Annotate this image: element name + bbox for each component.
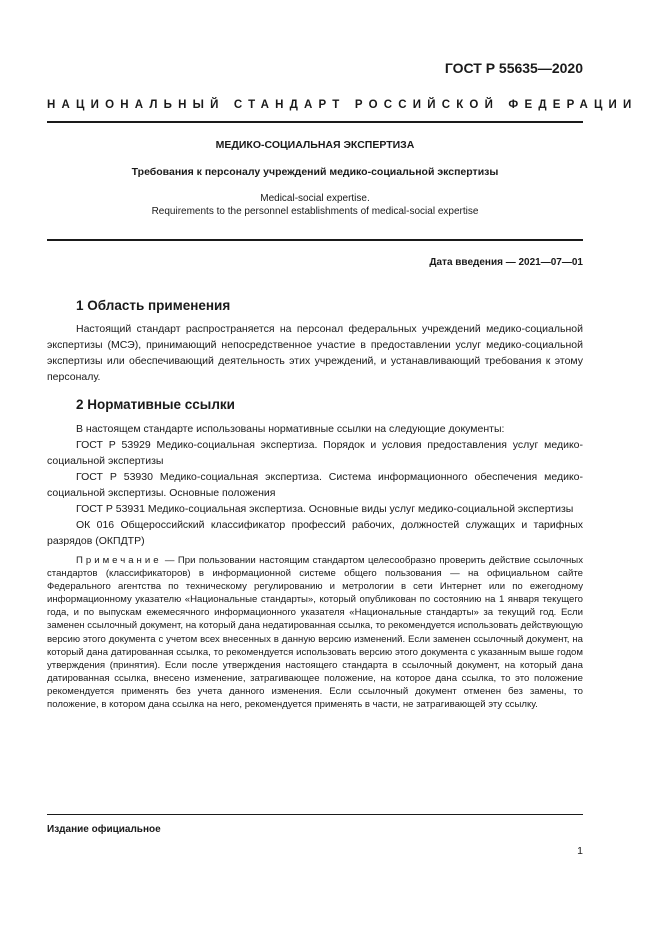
english-title	[47, 192, 583, 218]
introduction-date: Дата введения — 2021—07—01	[429, 257, 583, 268]
section-2-heading: 2 Нормативные ссылки	[76, 397, 235, 412]
section-1-paragraph: Настоящий стандарт распространяется на персонал федеральных учреждений медико-социальной экспертизы (МСЭ), принимающий непосредственное участие в предоставлении услуг медико-социальной экспертизы или обеспечивающий деятельность этих учреждений, и устанавливающий требования к этому персоналу.	[47, 323, 583, 383]
national-standard-banner: НАЦИОНАЛЬНЫЙ СТАНДАРТ РОССИЙСКОЙ ФЕДЕРАЦИИ	[47, 99, 638, 111]
note-label: Примечание	[76, 555, 162, 566]
reference-item: ОК 016 Общероссийский классификатор профессий рабочих, должностей служащих и тарифных разрядов (ОКПДТР)	[47, 519, 583, 547]
note-text: — При пользовании настоящим стандартом целесообразно проверить действие ссылочных стандартов (классификаторов) в информационной системе общего пользования — на официальном сайте Федерального агентства по техническому регулированию и метрологии в сети Интернет или по ежегодному информационному указателю «Национальные стандарты», который опубликован по состоянию на 1 января текущего года, и по выпускам ежемесячного информационного указателя «Национальные стандарты» за текущий год. Если заменен ссылочный документ, на который дана недатированная ссылка, то рекомендуется использовать действующую версию этого документа с учетом всех внесенных в данную версию изменений. Если заменен ссылочный документ, на который дана датированная ссылка, то рекомендуется использовать версию этого документа с указанным выше годом утверждения (принятия). Если после утверждения настоящего стандарта в ссылочный документ, на который дана датированная ссылка, внесено изменение, затрагивающее положение, на которое дана ссылка, то это положение рекомендуется применять без учета данного изменения. Если ссылочный документ отменен без замены, то положение, в котором дана ссылка на него, рекомендуется применять в части, не затрагивающей эту ссылку.	[47, 555, 583, 711]
english-title-line-2: Requirements to the personnel establishments of medical-social expertise	[151, 206, 479, 217]
standard-number: ГОСТ Р 55635—2020	[444, 60, 583, 76]
reference-item: ГОСТ Р 53931 Медико-социальная экспертиза. Основные виды услуг медико-социальной экспертизы	[76, 503, 574, 515]
reference-item: ГОСТ Р 53929 Медико-социальная экспертиза. Порядок и условия предоставления услуг медико-социальной экспертизы	[47, 439, 583, 467]
document-subtitle: Требования к персоналу учреждений медико-социальной экспертизы	[131, 166, 499, 178]
section-2-intro: В настоящем стандарте использованы нормативные ссылки на следующие документы:	[76, 423, 505, 435]
edition-label: Издание официальное	[47, 824, 161, 835]
section-1-body	[47, 321, 583, 385]
page-number: 1	[577, 845, 583, 857]
title-divider	[47, 239, 583, 241]
footer-divider	[47, 814, 583, 815]
document-title: МЕДИКО-СОЦИАЛЬНАЯ ЭКСПЕРТИЗА	[215, 139, 415, 151]
note-block	[47, 554, 583, 711]
section-1-heading: 1 Область применения	[76, 298, 231, 313]
section-2-body	[47, 421, 583, 549]
reference-item: ГОСТ Р 53930 Медико-социальная экспертиза. Система информационного обеспечения медико-социальной экспертизы. Основные положения	[47, 471, 583, 499]
english-title-line-1: Medical-social expertise.	[260, 193, 370, 204]
top-divider	[47, 121, 583, 123]
